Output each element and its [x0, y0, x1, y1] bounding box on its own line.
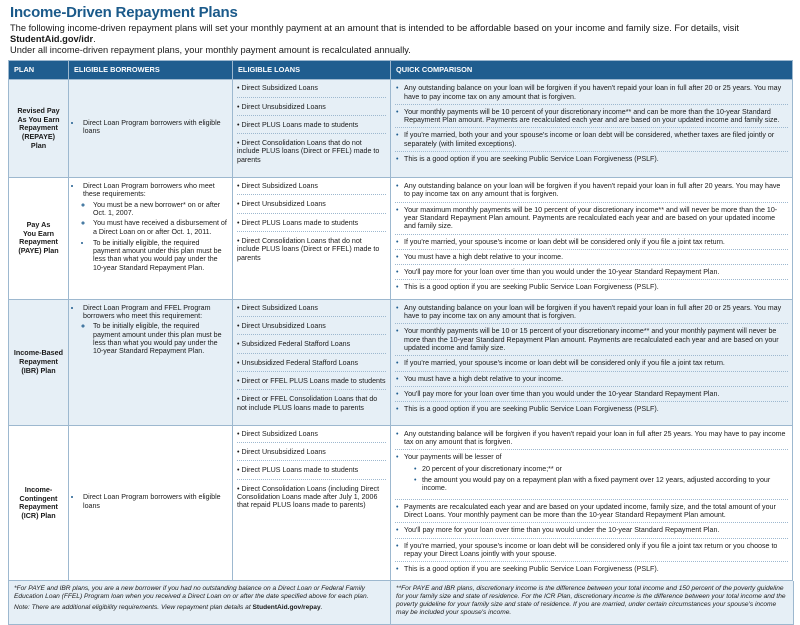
list-item: • Subsidized Federal Stafford Loans	[237, 340, 386, 353]
list-item: • Your payments will be lesser of • 20 percent of your discretionary income;** or • the amount you would pay on a repayment plan with a fixed payment over 12 years, adjusted according to your income.	[395, 453, 788, 499]
list-item: • Unsubsidized Federal Stafford Loans	[237, 359, 386, 372]
list-item: • You must have a high debt relative to your income.	[395, 375, 788, 387]
plan-name-repaye: Revised Pay As You Earn Repayment (REPAYE) Plan	[9, 80, 69, 178]
repay-link[interactable]: StudentAid.gov/repay	[252, 603, 321, 611]
plan-name-icr: Income- Contingent Repayment (ICR) Plan	[9, 425, 69, 581]
borrowers-icr	[69, 425, 233, 581]
loans-paye	[233, 178, 391, 300]
list-item: • This is a good option if you are seeking Public Service Loan Forgiveness (PSLF).	[395, 155, 788, 166]
list-item: • If you're married, your spouse's income or loan debt will be considered only if you file a joint tax return or you choose to repay your Direct Loans jointly with your spouse.	[395, 542, 788, 563]
list-item: ◦ You must be a new borrower* on or after Oct. 1, 2007.	[93, 201, 228, 218]
table-row-icr	[9, 425, 793, 581]
col-header-comparison: QUICK COMPARISON	[391, 61, 793, 80]
col-header-borrowers: ELIGIBLE BORROWERS	[69, 61, 233, 80]
list-item: • Direct PLUS Loans made to students	[237, 466, 386, 479]
list-item: • If you're married, your spouse's income or loan debt will be considered only if you file a joint tax return.	[395, 238, 788, 250]
list-item: • Any outstanding balance on your loan will be forgiven if you haven't repaid your loan in full after 20 or 25 years. You may have to pay income tax on any amount that is forgiven.	[395, 304, 788, 325]
list-item: • This is a good option if you are seeking Public Service Loan Forgiveness (PSLF).	[395, 565, 788, 576]
list-item: • Direct Subsidized Loans	[237, 84, 386, 97]
list-item: • Your maximum monthly payments will be 10 percent of your discretionary income** and will never be more than the 10-year Standard Repayment Plan amount. Payments are recalculated each year and are based on your updated income and family size.	[395, 206, 788, 235]
intro-line-1-end: .	[93, 34, 96, 44]
list-item: • Direct Loan Program and FFEL Program borrowers who meet this requirement: ◦ To be initially eligible, the required payment amount under this plan must be less than what you would pay under the 10-year Standard Repayment Plan.	[82, 304, 228, 356]
list-item: • Payments are recalculated each year and are based on your updated income, family size, and the total amount of your Direct Loans. Your monthly payment can be more than the 10-year Standard Repayment Plan amount.	[395, 503, 788, 524]
list-item: • Direct Loan Program borrowers with eligible loans	[82, 493, 228, 510]
comparison-ibr	[391, 299, 793, 425]
comparison-repaye	[391, 80, 793, 178]
comparison-paye	[391, 178, 793, 300]
list-item: • You'll pay more for your loan over time than you would under the 10-year Standard Repayment Plan.	[395, 390, 788, 402]
list-item: • Direct Unsubsidized Loans	[237, 448, 386, 461]
footnote-left	[9, 581, 391, 623]
list-item: • Direct Unsubsidized Loans	[237, 322, 386, 335]
col-header-loans: ELIGIBLE LOANS	[233, 61, 391, 80]
loans-icr	[233, 425, 391, 581]
list-item: ◦ To be initially eligible, the required payment amount under this plan must be less than what you would pay under the 10-year Standard Repayment Plan.	[93, 322, 228, 355]
table-row-paye	[9, 178, 793, 300]
intro-text	[10, 23, 792, 56]
table-row-ibr	[9, 299, 793, 425]
footnote-new-borrower: *For PAYE and IBR plans, you are a new borrower if you had no outstanding balance on a Direct Loan or Federal Family Education Loan (FFEL) Program loan when you received a Direct Loan on or after the date specified above for each plan.	[14, 585, 369, 601]
intro-line-1: The following income-driven repayment plans will set your monthly payment at an amount that is intended to be affordable based on your income and family size. For details, visit	[10, 23, 739, 33]
list-item: • This is a good option if you are seeking Public Service Loan Forgiveness (PSLF).	[395, 283, 788, 294]
list-item: • the amount you would pay on a repayment plan with a fixed payment over 12 years, adjusted according to your income.	[414, 476, 788, 493]
list-item: • Direct Loan Program borrowers who meet these requirements: ◦ You must be a new borrower* on or after Oct. 1, 2007. ◦ You must have received a disbursement of a Direct Loan on or after Oct. 1, 2011.	[82, 182, 228, 236]
list-item: • This is a good option if you are seeking Public Service Loan Forgiveness (PSLF).	[395, 405, 788, 416]
list-item: • Direct Consolidation Loans (including Direct Consolidation Loans made after July 1, 2006 that repaid PLUS loans made to parents)	[237, 484, 380, 510]
borrowers-repaye	[69, 80, 233, 178]
intro-line-2: Under all income-driven repayment plans, your monthly payment amount is recalculated annually.	[10, 45, 411, 55]
list-item: • Any outstanding balance on your loan will be forgiven if you haven't repaid your loan in full after 20 or 25 years. You may have to pay income tax on any amount that is forgiven.	[395, 84, 788, 105]
list-item: • Direct or FFEL Consolidation Loans that do not include PLUS loans made to parents	[237, 395, 378, 412]
list-item: • Direct Subsidized Loans	[237, 430, 386, 443]
intro-link[interactable]: StudentAid.gov/idr	[10, 34, 94, 44]
list-item: • You'll pay more for your loan over time than you would under the 10-year Standard Repayment Plan.	[395, 526, 788, 538]
list-item: • Direct PLUS Loans made to students	[237, 219, 386, 232]
repayment-plans-table	[8, 60, 793, 581]
footnote-right	[391, 581, 793, 623]
list-item: • Direct Consolidation Loans that do not include PLUS loans (Direct or FFEL) made to parents	[237, 236, 380, 262]
table-header-row	[9, 61, 793, 80]
plan-name-paye: Pay As You Earn Repayment (PAYE) Plan	[9, 178, 69, 300]
table-row-repaye	[9, 80, 793, 178]
borrowers-ibr	[69, 299, 233, 425]
list-item: • Direct Subsidized Loans	[237, 182, 386, 195]
list-item: • Direct or FFEL PLUS Loans made to students	[237, 377, 386, 390]
list-item: • Direct Unsubsidized Loans	[237, 103, 386, 116]
borrowers-paye	[69, 178, 233, 300]
col-header-plan: PLAN	[9, 61, 69, 80]
list-item: • You'll pay more for your loan over time than you would under the 10-year Standard Repayment Plan.	[395, 268, 788, 280]
list-item: • You must have a high debt relative to your income.	[395, 253, 788, 265]
list-item: • Direct PLUS Loans made to students	[237, 121, 386, 134]
list-item: • Direct Loan Program borrowers with eligible loans	[82, 119, 228, 136]
plan-name-ibr: Income-Based Repayment (IBR) Plan	[9, 299, 69, 425]
list-item: • Any outstanding balance on your loan will be forgiven if you haven't repaid your loan in full after 20 years. You may have to pay income tax on any amount that is forgiven.	[395, 182, 788, 203]
footnote-discretionary-income: **For PAYE and IBR plans, discretionary income is the difference between your total income and 150 percent of the poverty guideline for your family size and state of residence. For the ICR Plan, discretionary income is the difference between your total income and the poverty guideline for your family size and state of residence. If you are married, under certain circumstances your spouse's income may be included your spouse's income.	[396, 585, 786, 616]
loans-ibr	[233, 299, 391, 425]
list-item: • Any outstanding balance will be forgiven if you haven't repaid your loan in full after 25 years. You may have to pay income tax on any amount that is forgiven.	[395, 430, 788, 451]
comparison-icr	[391, 425, 793, 581]
loans-repaye	[233, 80, 391, 178]
list-item: • If you're married, your spouse's income or loan debt will be considered only if you file a joint tax return.	[395, 359, 788, 371]
footnotes	[8, 581, 794, 624]
list-item: ◦ You must have received a disbursement of a Direct Loan on or after Oct. 1, 2011.	[93, 219, 228, 236]
list-item: • 20 percent of your discretionary income;** or	[414, 465, 788, 473]
list-item: • Direct Consolidation Loans that do not include PLUS loans (Direct or FFEL) made to parents	[237, 139, 380, 164]
footnote-note: Note: There are additional eligibility requirements. View repayment plan details at StudentAid.gov/repay.	[14, 603, 323, 611]
list-item: • If you're married, both your and your spouse's income or loan debt will be considered, whether taxes are filed jointly or separately (with limited exceptions).	[395, 131, 788, 152]
list-item: • Direct Subsidized Loans	[237, 304, 386, 317]
page-title: Income-Driven Repayment Plans	[10, 4, 238, 21]
list-item: • Direct Unsubsidized Loans	[237, 200, 386, 213]
list-item: • Your monthly payments will be 10 or 15 percent of your discretionary income** and your monthly payment will never be more than the 10-year Standard Repayment Plan amount. Payments are recalculated each year and are based on your updated income and family size.	[395, 327, 788, 356]
list-item: • Your monthly payments will be 10 percent of your discretionary income** and can be more than the 10-year Standard Repayment Plan amount. Payments are recalculated each year and are based on your updated income and family size.	[395, 108, 788, 129]
list-item: • To be initially eligible, the required payment amount under this plan must be less than what you would pay under the 10-year Standard Repayment Plan.	[92, 239, 228, 272]
